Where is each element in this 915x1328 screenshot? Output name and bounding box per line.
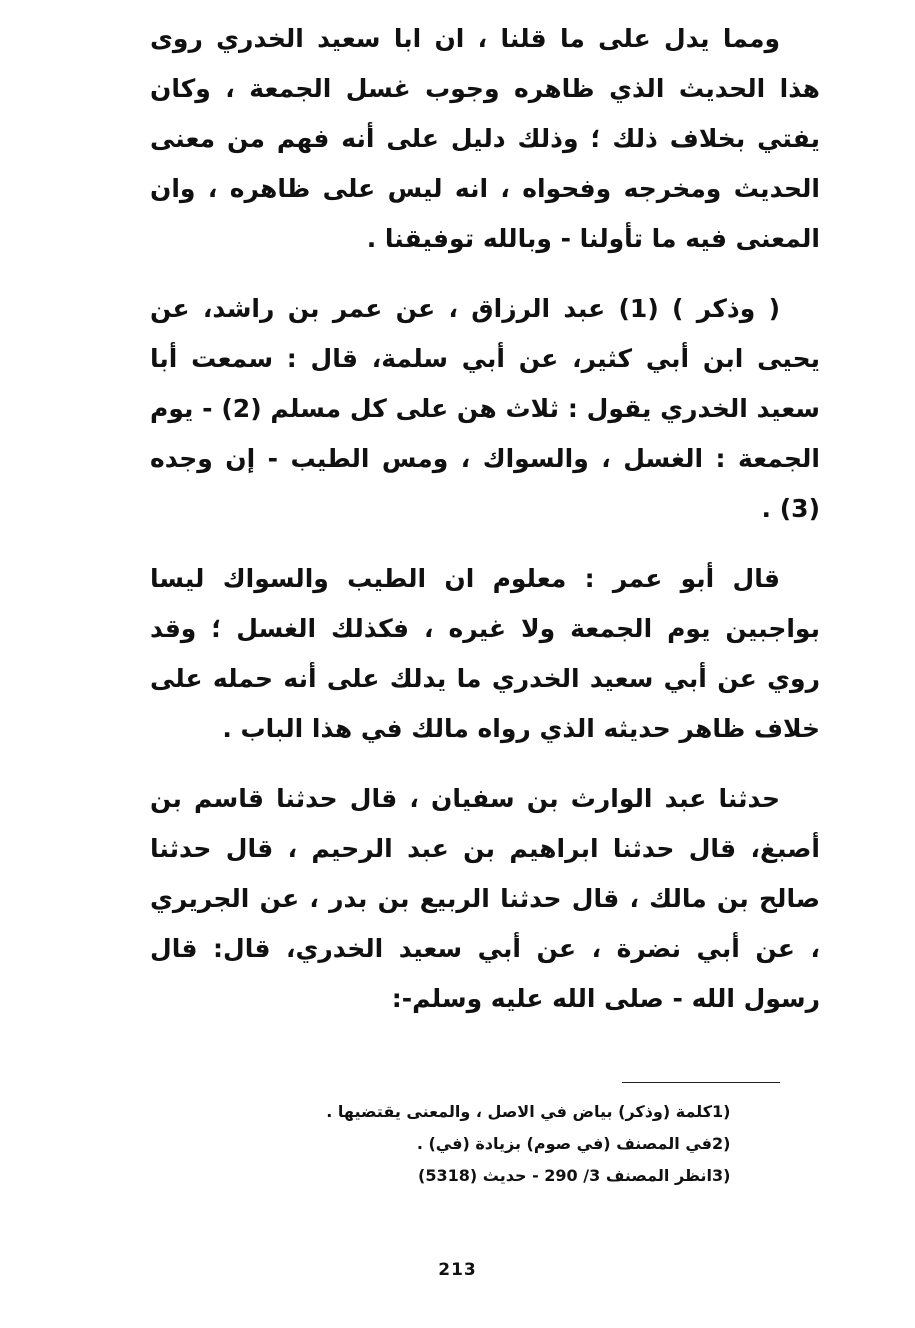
footnote-text: انظر المصنف 3/ 290 - حديث (5318) xyxy=(418,1166,712,1185)
paragraph-4: حدثنا عبد الوارث بن سفيان ، قال حدثنا قاسم بن أصبغ، قال حدثنا ابراهيم بن عبد الرحيم ، قال حدثنا صالح بن مالك ، قال حدثنا الربيع بن بدر ، عن الجريري ، عن أبي نضرة ، عن أبي سعيد الخدري، قال: قال رسول الله - صلى الله عليه وسلم-: xyxy=(150,784,820,1013)
paragraph-1: ومما يدل على ما قلنا ، ان ابا سعيد الخدري روى هذا الحديث الذي ظاهره وجوب غسل الجمعة ، وكان يفتي بخلاف ذلك ؛ وذلك دليل على أنه فهم من معنى الحديث ومخرجه وفحواه ، انه ليس على ظاهره ، وان المعنى فيه ما تأولنا - وبالله توفيقنا . xyxy=(150,24,820,253)
footnote-text: كلمة (وذكر) بياض في الاصل ، والمعنى يقتضيها . xyxy=(326,1102,712,1121)
footnote-number: 3) xyxy=(712,1166,731,1185)
paragraph-3: قال أبو عمر : معلوم ان الطيب والسواك ليسا بواجبين يوم الجمعة ولا غيره ، فكذلك الغسل ؛ وقد روي عن أبي سعيد الخدري ما يدلك على أنه حمله على خلاف ظاهر حديثه الذي رواه مالك في هذا الباب . xyxy=(150,564,820,743)
footnote-divider xyxy=(622,1082,780,1083)
footnote-number: 2) xyxy=(712,1134,731,1153)
footnotes xyxy=(240,1096,740,1192)
paragraph-2: ( وذكر ) (1) عبد الرزاق ، عن عمر بن راشد، عن يحيى ابن أبي كثير، عن أبي سلمة، قال : سمعت أبا سعيد الخدري يقول : ثلاث هن على كل مسلم (2) - يوم الجمعة : الغسل ، والسواك ، ومس الطيب - إن وجده (3) . xyxy=(150,294,821,523)
footnote-number: 1) xyxy=(712,1102,731,1121)
footnote-3 xyxy=(240,1160,740,1192)
page-number: 213 xyxy=(438,1260,477,1280)
footnote-2 xyxy=(240,1128,740,1160)
footnote-1 xyxy=(240,1096,740,1128)
footnote-text: في المصنف (في صوم) بزيادة (في) . xyxy=(416,1134,712,1153)
main-text xyxy=(150,14,820,1044)
